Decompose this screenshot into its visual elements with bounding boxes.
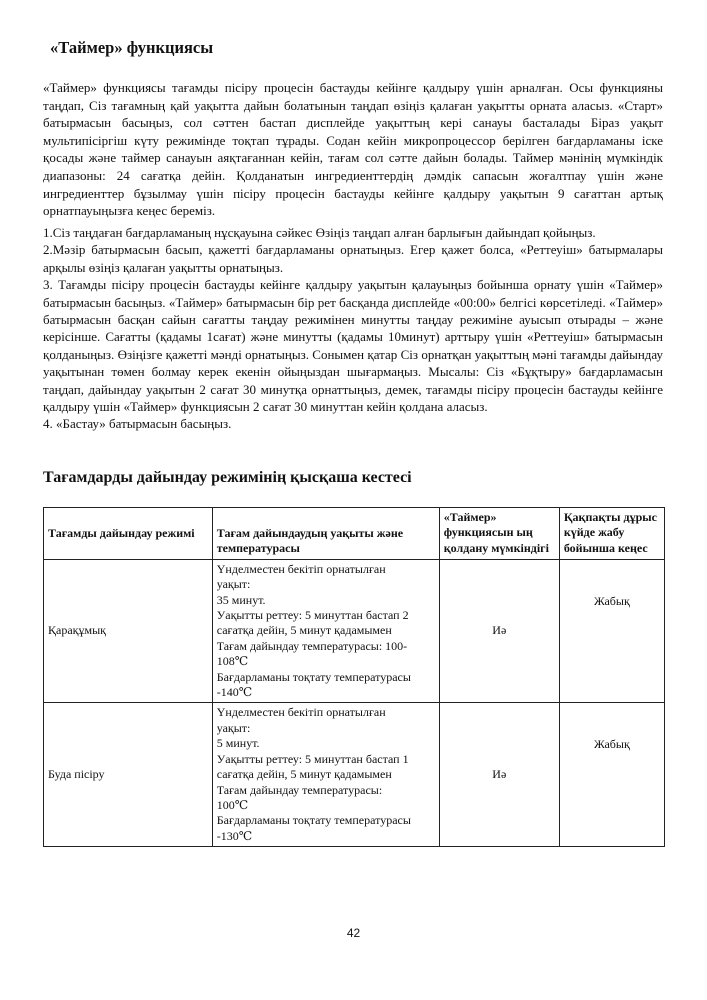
timer-cell: Иә <box>439 703 559 847</box>
detail-line: уақыт: <box>216 577 251 592</box>
header-mode: Тағамды дайындау режимі <box>44 508 213 560</box>
detail-line: сағатқа дейін, 5 минут қадамымен <box>216 767 392 782</box>
step-1: 1.Сіз таңдаған бағдарламаның нұсқауына сәйкес Өзіңіз таңдап алған барлығын дайындап қойыңыз. <box>43 225 596 240</box>
table-row <box>44 703 665 847</box>
detail-line: Тағам дайындау температурасы: <box>216 782 383 797</box>
detail-line: уақыт: <box>216 720 251 735</box>
detail-line: 108℃ <box>216 654 249 669</box>
detail-line: Бағдарламаны тоқтату температурасы <box>216 669 411 684</box>
detail-line: Үнделместен бекітіп орнатылған <box>216 561 386 576</box>
table-header-row <box>44 508 665 560</box>
detail-line: -130℃ <box>216 828 253 843</box>
mode-cell: Буда пісіру <box>44 703 213 847</box>
header-time-temperature: Тағам дайындаудың уақыты және температурасы <box>212 508 439 560</box>
step-4: 4. «Бастау» батырмасын басыңыз. <box>43 416 232 432</box>
step-3: 3. Тағамды пісіру процесін бастауды кейінге қалдыру уақытын қалауыңыз бойынша орнату үшін «Таймер» батырмасын басыңыз. «Таймер» батырмасын бір рет басқанда дисплейде «00:00» белгісі көрсетіледі. «Таймер» батырмасын басқан сайын сағатты таңдау режимінен минутты таңдау режиміне ауысып отырады – және керісінше. Сағатты (қадамы 1сағат) және минутты (қадамы 10минут) арттыру үшін «Реттеуіш» батырмасын қолданыңыз. Өзіңізге қажетті мәнді орнатыңыз. Сонымен қатар Сіз орнатқан уақыттың мәні тағамды дайындау уақытынан төмен болмау керек екенін ойыңыздан шығармаңыз. Мысалы: Сіз «Бұқтыру» бағдарламасын таңдап, дайындау уақытын 2 сағат 30 минутқа орнаттыңыз, демек, тағамды пісіру процесін бастауды кейінге қалдыру үшін «Таймер» функциясын 2 сағат 30 минуттан кейін қолдана аласыз. <box>43 277 663 415</box>
detail-line: -140℃ <box>216 685 253 700</box>
lid-cell: Жабық <box>559 559 664 703</box>
detail-line: 5 минут. <box>216 736 260 751</box>
detail-line: Уақытты реттеу: 5 минуттан бастап 1 <box>216 751 409 766</box>
table-title: Тағамдарды дайындау режимінің қысқаша кестесі <box>43 469 412 486</box>
table-row <box>44 559 665 703</box>
step-2: 2.Мәзір батырмасын басып, қажетті бағдарламаны орнатыңыз. Егер қажет болса, «Реттеуіш» батырмалары арқылы өзіңіз қалаған уақытты орнатыңыз. <box>43 242 663 275</box>
intro-paragraph: «Таймер» функциясы тағамды пісіру процесін бастауды кейінге қалдыру үшін арналған. Осы функцияны таңдап, Сіз тағамның қай уақытта дайын болатынын таңдап өзіңіз қалаған уақытты орната аласыз. «Старт» батырмасын басыңыз, сол сәттен бастап дисплейде уақыттың кері санауы басталады Біраз уақыт мультипісіргіш күту режимінде тоқтап тұрады. Содан кейін микропроцессор берілген бағдарламаны іске қосады және таймер санауын аяқтағаннан кейін, тағам сол сәтте дайын болады. Таймер мәнінің мүмкіндік диапазоны: 24 сағатқа дейін. Қолданатын ингредиенттердің дәмдік сапасын жоғалтпау үшін және ингредиенттер бұзылмау үшін пісіру процесін бастауды кейінге қалдыру уақытын 9 сағаттан артық орнатпауыңызға кеңес береміз. <box>43 80 663 219</box>
cooking-modes-table <box>43 507 665 847</box>
section-title: «Таймер» функциясы <box>50 38 214 57</box>
detail-line: сағатқа дейін, 5 минут қадамымен <box>216 623 392 638</box>
header-lid-advice: Қақпақты дұрыс күйде жабу бойынша кеңес <box>559 508 664 560</box>
detail-line: 35 минут. <box>216 592 266 607</box>
detail-line: Уақытты реттеу: 5 минуттан бастап 2 <box>216 608 409 623</box>
detail-line: Тағам дайындау температурасы: 100- <box>216 638 408 653</box>
lid-cell: Жабық <box>559 703 664 847</box>
page-number: 42 <box>346 926 361 940</box>
details-cell <box>212 703 439 847</box>
detail-line: Үнделместен бекітіп орнатылған <box>216 705 386 720</box>
details-cell <box>212 559 439 703</box>
mode-cell: Қарақұмық <box>44 559 213 703</box>
instruction-steps <box>43 224 663 433</box>
detail-line: Бағдарламаны тоқтату температурасы <box>216 813 411 828</box>
detail-line: 100℃ <box>216 797 249 812</box>
header-timer-availability: «Таймер» функциясын ың қолдану мүмкіндігі <box>439 508 559 560</box>
timer-cell: Иә <box>439 559 559 703</box>
